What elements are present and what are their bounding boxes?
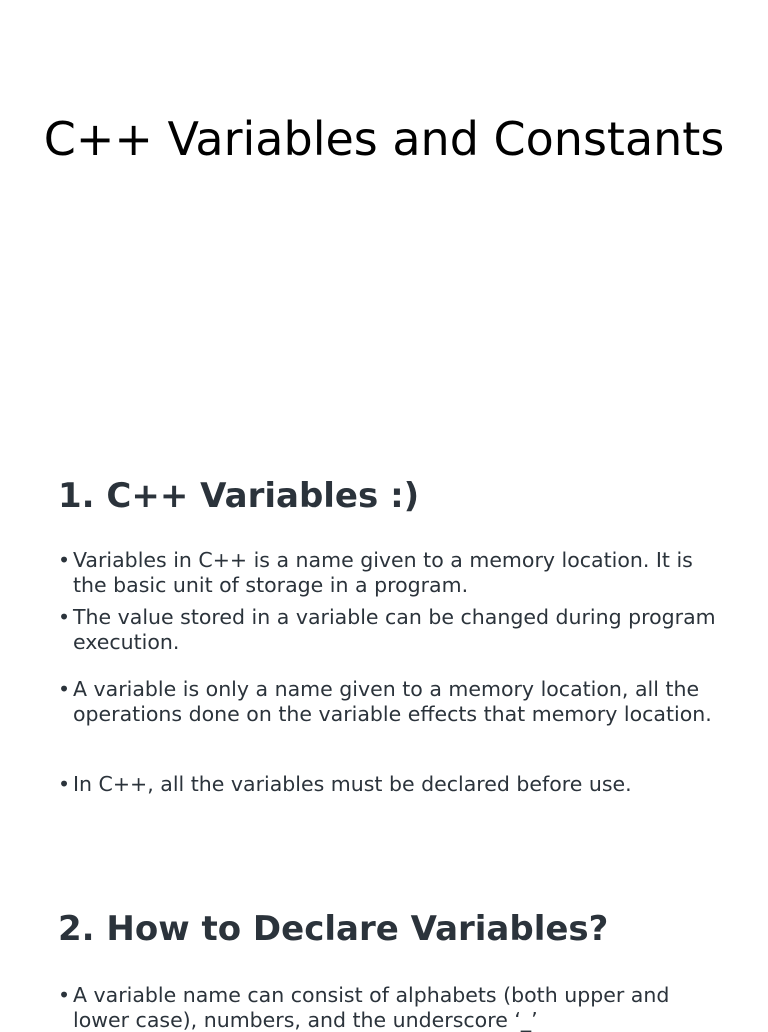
bullet-dot: •: [58, 605, 71, 629]
bullet-item: [58, 983, 718, 1032]
title-slide: [0, 0, 768, 430]
bullet-item: [58, 772, 718, 797]
bullet-text: In C++, all the variables must be declared before use.: [73, 772, 632, 796]
bullet-dot: •: [58, 677, 71, 701]
bullet-item: [58, 548, 718, 597]
bullet-dot: •: [58, 548, 71, 572]
section-heading: 2. How to Declare Variables?: [58, 909, 609, 949]
bullet-text: Variables in C++ is a name given to a memory location. It is the basic unit of storage in a program.: [73, 548, 693, 597]
bullet-text: The value stored in a variable can be changed during program execution.: [73, 605, 716, 654]
bullet-dot: •: [58, 772, 71, 796]
section-heading: 1. C++ Variables :): [58, 476, 420, 516]
bullet-text: A variable is only a name given to a memory location, all the operations done on the variable effects that memory location.: [73, 677, 712, 726]
bullet-text: A variable name can consist of alphabets (both upper and lower case), numbers, and the underscore ‘_’: [73, 983, 670, 1032]
bullet-item: [58, 605, 718, 654]
bullet-dot: •: [58, 983, 71, 1007]
bullet-item: [58, 677, 718, 726]
slide-title: C++ Variables and Constants: [43, 112, 725, 166]
